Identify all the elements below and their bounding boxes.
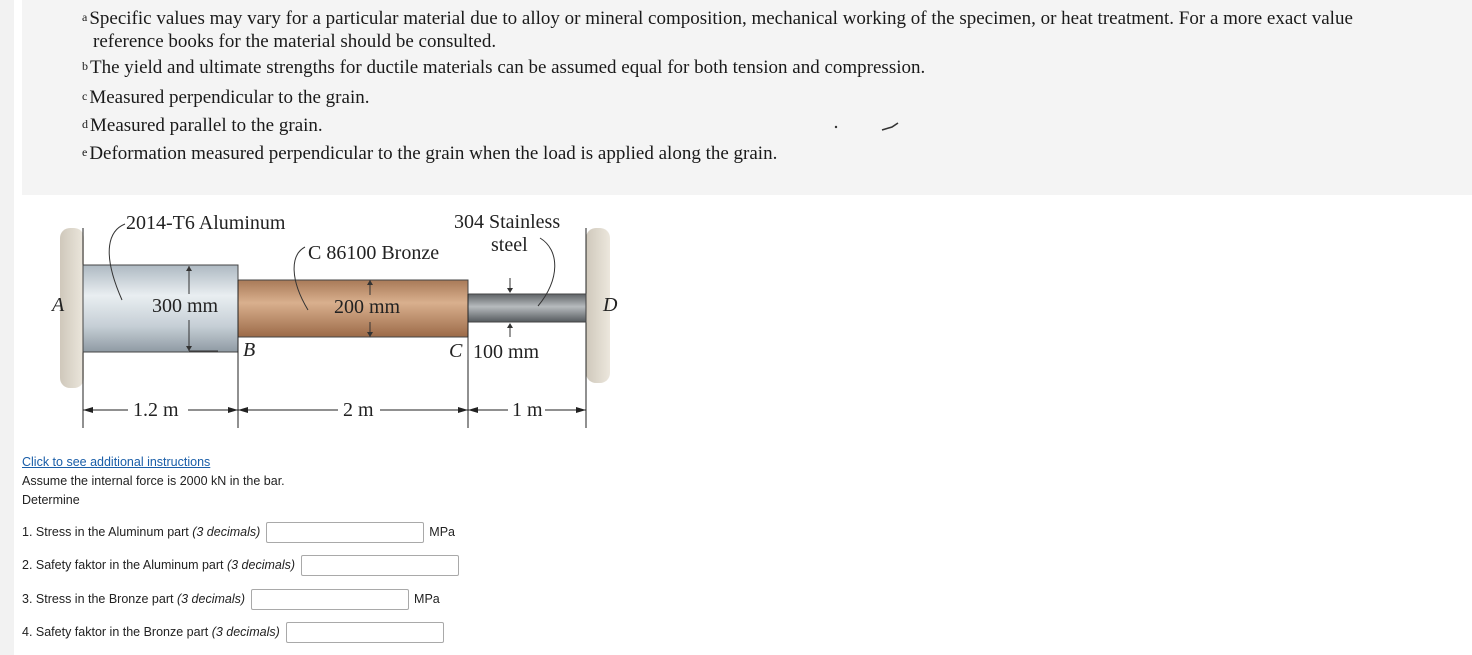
footnote-a-continued: reference books for the material should be consulted. bbox=[93, 31, 497, 52]
steel-diameter-label: 100 mm bbox=[473, 341, 540, 363]
footnote-a: $^a$ Specific values may vary for a particular material due to alloy or mineral composition, mechanical working of the specimen, or heat treatment. For a more exact value bbox=[82, 8, 1353, 29]
determine-text: Determine bbox=[22, 493, 80, 507]
aluminum-label: 2014-T6 Aluminum bbox=[126, 212, 286, 234]
point-d-label: D bbox=[603, 294, 618, 316]
bronze-stress-input[interactable] bbox=[251, 589, 409, 610]
aluminum-safety-factor-input[interactable] bbox=[301, 555, 459, 576]
question-3-unit: MPa bbox=[414, 592, 440, 606]
footnotes-panel bbox=[22, 0, 1472, 195]
footnote-e: $^e$ Deformation measured perpendicular to the grain when the load is applied along the grain. bbox=[82, 143, 778, 164]
left-margin-strip bbox=[0, 0, 14, 655]
bar-diagram bbox=[40, 200, 640, 440]
question-row-1 bbox=[22, 519, 455, 545]
footnote-b: $^b$ The yield and ultimate strengths for ductile materials can be assumed equal for both tension and compression. bbox=[82, 57, 926, 78]
stray-marks bbox=[830, 118, 910, 138]
question-1-label: 1. Stress in the Aluminum part (3 decimals) bbox=[22, 525, 261, 539]
bar-figure bbox=[40, 200, 640, 440]
footnote-c: $^c$ Measured perpendicular to the grain. bbox=[82, 87, 370, 108]
bronze-diameter-label: 200 mm bbox=[334, 296, 401, 318]
question-3-label: 3. Stress in the Bronze part (3 decimals) bbox=[22, 592, 246, 606]
aluminum-diameter-label: 300 mm bbox=[152, 295, 219, 317]
footnote-d: $^d$ Measured parallel to the grain. bbox=[82, 115, 323, 136]
additional-instructions-link[interactable]: Click to see additional instructions bbox=[22, 455, 211, 469]
question-4-label: 4. Safety faktor in the Bronze part (3 decimals) bbox=[22, 625, 280, 639]
bronze-length-label: 2 m bbox=[343, 399, 374, 421]
bronze-label: C 86100 Bronze bbox=[308, 242, 440, 264]
bronze-safety-factor-input[interactable] bbox=[286, 622, 444, 643]
question-row-4 bbox=[22, 619, 444, 645]
steel-length-label: 1 m bbox=[512, 399, 543, 421]
aluminum-length-label: 1.2 m bbox=[133, 399, 179, 421]
question-2-label: 2. Safety faktor in the Aluminum part (3 decimals) bbox=[22, 558, 296, 572]
question-row-3 bbox=[22, 586, 440, 612]
steel-segment bbox=[468, 294, 586, 322]
question-row-2 bbox=[22, 552, 459, 578]
aluminum-stress-input[interactable] bbox=[266, 522, 424, 543]
question-1-unit: MPa bbox=[429, 525, 455, 539]
steel-label-line2: steel bbox=[491, 234, 528, 256]
point-a-label: A bbox=[52, 294, 65, 316]
point-b-label: B bbox=[243, 339, 256, 361]
steel-label-line1: 304 Stainless bbox=[454, 211, 561, 233]
assumption-text: Assume the internal force is 2000 kN in the bar. bbox=[22, 474, 285, 488]
point-c-label: C bbox=[449, 340, 463, 362]
